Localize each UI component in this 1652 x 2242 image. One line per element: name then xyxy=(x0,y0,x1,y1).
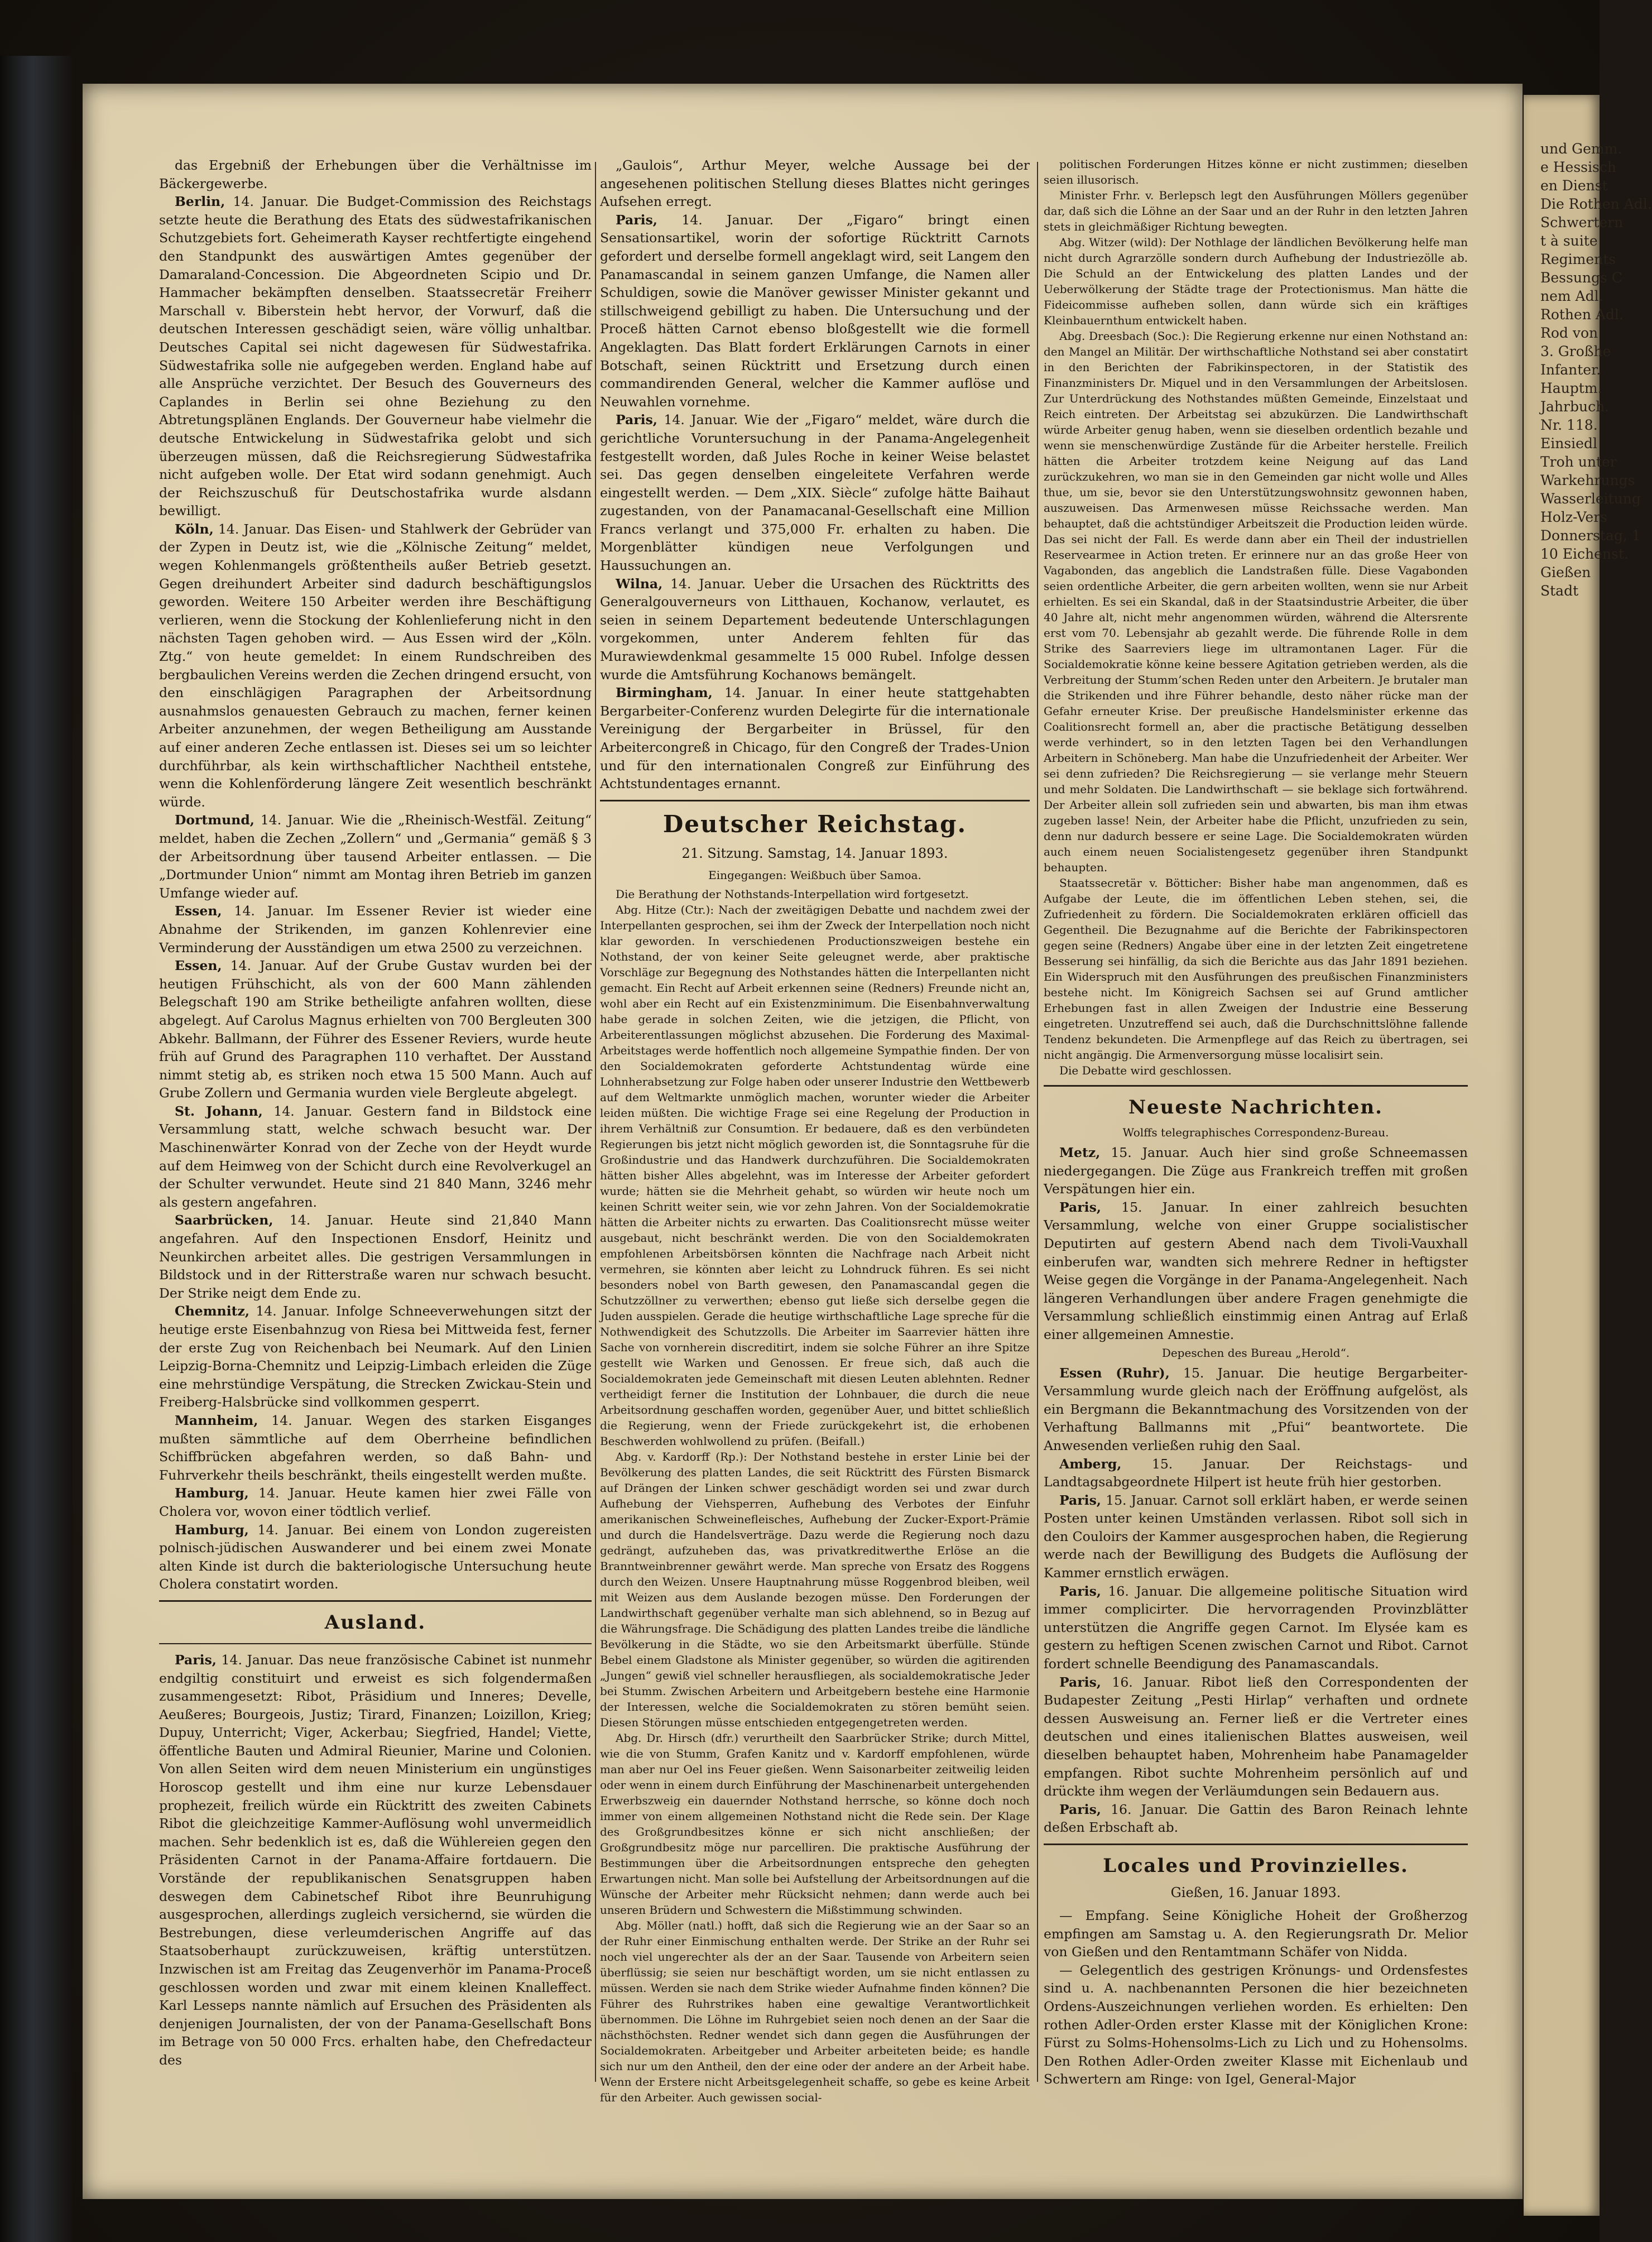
article-text: 14. Januar. Das neue französische Cabinet ist nunmehr endgiltig constituirt und erweist es sich folgendermaßen zusammengesetzt: Ribot, Präsidium und Inneres; Develle, Aeußeres; Bourgeois, Justiz; Tirard, Finanzen; Loizillon, Krieg; Dupuy, Unterricht; Viger, Ackerbau; Siegfried, Handel; Viette, öffentliche Bauten und Admiral Rieunier, Marine und Colonien. Von allen Seiten wird dem neuen Ministerium ein ungünstiges Horoscop gestellt und ihm eine nur kurze Lebensdauer prophezeit, freilich würde ein Rücktritt des zweiten Cabinets Ribot die gleichzeitige Kammer-Auflösung wohl unvermeidlich machen. Sehr bedenklich ist es, daß die Wühlereien gegen den Präsidenten Carnot in der Panama-Affaire fortdauern. Die Vorstände der republikanischen Senatsgruppen haben deswegen dem Cabinetschef Ribot ihre Beunruhigung ausgesprochen, allerdings zugleich versichernd, sie würden die Bestrebungen, diese verleumderischen Angriffe auf das Staatsoberhaupt zurückzuweisen, kräftig unterstützen. Inzwischen ist am Freitag das Zeugenverhör im Panama-Proceß geschlossen worden und zwar mit einem kleinen Knalleffect. Karl Lesseps nannte nämlich auf Ersuchen des Präsidenten als denjenigen Journalisten, der von der Panama-Gesellschaft Bons im Betrage von 50 000 Frcs. erhalten habe, den Chefredacteur des xyxy=(159,1652,592,2068)
column-rule xyxy=(595,162,596,2082)
eingegangen-line: Eingegangen: Weißbuch über Samoa. xyxy=(708,868,921,882)
next-page-fragment: nem Adl. xyxy=(1540,288,1603,304)
article-paragraph xyxy=(1044,188,1468,234)
article-paragraph xyxy=(1044,1582,1468,1673)
article-paragraph xyxy=(1044,1673,1468,1801)
article-text: 16. Januar. Ribot ließ den Correspondenten der Budapester Zeitung „Pesti Hirlap“ verhaften und ordnete dessen Ausweisung an. Ferner ließ er die Vertreter eines deutschen und eines italienischen Blattes ausweisen, weil dieselben behauptet haben, Mohrenheim habe Panamagelder empfangen. Ribot suchte Mohrenheim persönlich auf und drückte ihm wegen der Verläumdungen sein Bedauern aus. xyxy=(1044,1674,1468,1799)
article-text: 14. Januar. Wie der „Figaro“ meldet, wäre durch die gerichtliche Voruntersuchung in der Panama-Angelegenheit festgestellt worden, daß Jules Roche in keiner Weise belastet sei. Das gegen denselben eingeleitete Verfahren werde eingestellt werden. — Dem „XIX. Siècle“ zufolge hätte Baihaut zugestanden, von der Panamacanal-Gesellschaft eine Million Francs verlangt und 375,000 Fr. erhalten zu haben. Die Morgenblätter kündigen neue Verfolgungen und Haussuchungen an. xyxy=(600,412,1030,574)
sitting-line: 21. Sitzung. Samstag, 14. Januar 1893. xyxy=(681,845,948,861)
article-text: 15. Januar. Auch hier sind große Schneemassen niedergegangen. Die Züge aus Frankreich treffen mit großen Verspätungen hier ein. xyxy=(1044,1145,1468,1197)
article-text: 14. Januar. Wie die „Rheinisch-Westfäl. Zeitung“ meldet, haben die Zechen „Zollern“ und „Germania“ gemäß § 3 der Arbeitsordnung über tausend Arbeiter entlassen. — Die „Dortmunder Union“ nimmt am Montag ihren Betrieb im ganzen Umfange wieder auf. xyxy=(159,812,592,901)
column-rule xyxy=(1037,162,1038,2082)
dateline-place: Essen (Ruhr), xyxy=(1059,1365,1170,1381)
article-text: Abg. Möller (natl.) hofft, daß sich die Regierung wie an der Saar so an der Ruhr einer Einmischung enthalten werde. Der Strike an der Ruhr sei noch viel ungerechter als der an der Saar. Tausende von Arbeitern seien überflüssig; sie seien nur beschäftigt worden, um sie nicht entlassen zu müssen. Werden sie nach dem Strike wieder Aufnahme finden können? Die Führer des Ruhrstrikes haben eine gewaltige Verantwortlichkeit übernommen. Die Löhne im Ruhrgebiet seien noch denen an der Saar die nächsthöchsten. Redner wendet sich dann gegen die Ausführungen der Socialdemokraten. Arbeitgeber und Arbeiter arbeiteten beide; es handle sich nur um den Antheil, den der eine oder der andere an der Arbeit habe. Wenn der Erstere nicht Arbeitsgelegenheit schaffe, so gebe es keine Arbeit für den Arbeiter. Auch gewissen social- xyxy=(600,1918,1030,2104)
article-text: 14. Januar. Auf der Grube Gustav wurden bei der heutigen Frühschicht, als von der 600 Mann zählenden Belegschaft 190 am Strike betheiligte anfahren wollten, diese abgelegt. Auf Carolus Magnus erhielten von 700 Bergleuten 300 Abkehr. Ballmann, der Führer des Essener Reviers, wurde heute früh auf Grund des Paragraphen 110 verhaftet. Der Ausstand nimmt stetig ab, es striken noch etwa 15 500 Mann. Auch auf Grube Zollern und Germania wurden viele Bergleute abgelegt. xyxy=(159,958,592,1101)
article-paragraph xyxy=(159,520,592,812)
dateline-place: Essen, xyxy=(175,903,222,919)
article-text: 14. Januar. Heute sind 21,840 Mann angefahren. Auf den Inspectionen Ensdorf, Heinitz und Neunkirchen arbeitet alles. Die gestrigen Versammlungen in Bildstock und in der Ritterstraße waren nur schwach besucht. Der Strike neigt dem Ende zu. xyxy=(159,1212,592,1301)
herold-articles xyxy=(1044,1364,1468,1837)
article-text: „Gaulois“, Arthur Meyer, welche Aussage bei der angesehenen politischen Stellung dieses Blattes nicht geringes Aufsehen erregt. xyxy=(600,157,1030,210)
article-paragraph xyxy=(1044,1364,1468,1455)
next-page-fragment: Rothen Adl. xyxy=(1540,306,1624,323)
article-paragraph xyxy=(600,211,1030,411)
article-paragraph xyxy=(1044,1907,1468,1961)
dateline-place: Dortmund, xyxy=(175,812,254,828)
section-rule xyxy=(159,1643,592,1644)
article-paragraph xyxy=(1044,1063,1468,1078)
next-page-fragment: Bessungs C xyxy=(1540,270,1622,286)
dateline-place: Köln, xyxy=(175,521,214,537)
section-heading-locales: Locales und Provinzielles. xyxy=(1103,1854,1409,1877)
dateline-place: Paris, xyxy=(1059,1801,1101,1817)
next-page-fragment: Rod von xyxy=(1540,325,1598,341)
next-page-fragment: Troh unter xyxy=(1540,454,1617,470)
article-paragraph xyxy=(159,1302,592,1412)
next-page-fragment: Stadt xyxy=(1540,583,1579,599)
column-1 xyxy=(159,156,592,2087)
article-text: 14. Januar. Heute kamen hier zwei Fälle von Cholera vor, wovon einer tödtlich verlief. xyxy=(159,1485,592,1519)
dateline-place: Paris, xyxy=(1059,1583,1101,1599)
dateline-place: Mannheim, xyxy=(175,1412,258,1428)
ausland-articles xyxy=(159,1651,592,2070)
dateline-place: Metz, xyxy=(1059,1145,1101,1160)
next-page-fragment: Gießen xyxy=(1540,564,1591,580)
article-paragraph xyxy=(1044,234,1468,328)
article-text: 14. Januar. Ueber die Ursachen des Rücktritts des Generalgouverneurs von Litthauen, Kochanow, verlautet, es seien in seinem Departement bedeutende Unterschlagungen vorgekommen, unter Anderem fehlten für das Murawiewdenkmal gesammelte 15 000 Rubel. Infolge dessen wurde die Amtsführung Kochanows bemängelt. xyxy=(600,575,1030,683)
article-paragraph xyxy=(159,902,592,957)
next-page-fragment: Holz-Vers xyxy=(1540,509,1607,525)
article-text: 14. Januar. Bei einem von London zugereisten polnisch-jüdischen Auswanderer und bei einem zwei Monate alten Kinde ist durch die bakteriologische Untersuchung heute Cholera constatirt worden. xyxy=(159,1521,592,1592)
article-text: Minister Frhr. v. Berlepsch legt den Ausführungen Möllers gegenüber dar, daß sich die Löhne an der Saar und an der Ruhr in den letzten Jahren stets in gleichmäßiger Richtung bewegten. xyxy=(1044,189,1468,233)
article-paragraph xyxy=(159,957,592,1102)
column-3-speeches xyxy=(1044,156,1468,1078)
dateline-place: Saarbrücken, xyxy=(175,1212,273,1228)
next-page-fragment: Infanter. xyxy=(1540,362,1601,378)
article-text: Abg. Hitze (Ctr.): Nach der zweitägigen Debatte und nachdem zwei der Interpellanten gesprochen, sei ihm der Zweck der Interpellation noch nicht klar geworden. In verschiedenen Productionszweigen bestehe ein Nothstand, der von keiner Seite geleugnet werde, aber praktische Vorschläge zur Begegnung des Nothstandes hätten die Interpellanten nicht gemacht. Ein Recht auf Arbeit erkennen seine (Redners) Freunde nicht an, wohl aber ein Recht auf ein Existenzminimum. Die Eisenbahnverwaltung habe gerade in solchen Zeiten, wie die jetzigen, die Pflicht, von Arbeiterentlassungen möglichst abzusehen. Die Forderung des Maximal-Arbeitstages werde hoffentlich noch allgemeine Sympathie finden. Der von den Socialdemokraten geforderte Achtstundentag würde eine Lohnherabsetzung zur Folge haben oder unserer Industrie den Wettbewerb auf dem Weltmarkte unmöglich machen, worunter wieder die Arbeiter leiden müßten. Die wichtige Frage sei eine Regelung der Production in ihrem Verhältniß zur Consumtion. Er bedauere, daß es den verbündeten Regierungen bis jetzt nicht möglich geworden ist, die Sonntagsruhe für die Großindustrie und das Handwerk durchzuführen. Die Socialdemokraten hätten bisher Alles abgelehnt, was im Interesse der Arbeiter gefordert wurde; hätten sie die Mehrheit gehabt, so würden wir heute noch um keinen Schritt weiter sein, wie vor zehn Jahren. Von der Socialdemokratie hätten die Arbeiter nichts zu erwarten. Das Coalitionsrecht müsse weiter ausgebaut, nicht beschränkt werden. Die von den Socialdemokraten empfohlenen Arbeitsbörsen könnten die Nachfrage nach Arbeit nicht vermehren, sie könnten aber leicht zu Lohndruck führen. Es sei nicht besonders nobel von Barth gewesen, den Panamascandal gegen die Schutzzöllner zu verwerthen; ebenso gut ließe sich derselbe gegen die Juden ausspielen. Gerade die heutige wirthschaftliche Lage spreche für die Nothwendigkeit des Schutzzolls. Die Arbeiter im Saarrevier hätten ihre Sache von vornherein discreditirt, indem sie solche Führer an ihre Spitze gestellt wie Warken und Genossen. Er freue sich, daß auch die Socialdemokraten jede Gemeinschaft mit diesen Leuten ablehnten. Redner vertheidigt ferner die Institution der Lohnbauer, die durch die neue Arbeitsordnung geschaffen worden, gegenüber Auer, und bittet schließlich die Regierung, wenn der Friede zurückgekehrt ist, die erhobenen Beschwerden wohlwollend zu prüfen. (Beifall.) xyxy=(600,902,1030,1448)
article-text: 14. Januar. Die Budget-Commission des Reichstags setzte heute die Berathung des Etats des südwestafrikanischen Schutzgebiets fort. Geheimerath Kayser rechtfertigte eingehend den Standpunkt des auswärtigen Amtes gegenüber der Damaraland-Concession. Die Abgeordneten Scipio und Dr. Hammacher bekämpften denselben. Staatssecretär Freiherr Marschall v. Biberstein hebt hervor, der Vorwurf, daß die deutschen Interessen geschädigt seien, wäre völlig unhaltbar. Deutsches Capital sei nicht dagewesen für Südwestafrika. Südwestafrika solle nie aufgegeben werden. England habe auf alle Ansprüche verzichtet. Der Besuch des Gouverneurs des Caplandes in Berlin sei ohne Beziehung zu den Abtretungsplänen Englands. Der Gouverneur habe vielmehr die deutsche Entwickelung in Südwestafrika gelobt und sich überzeugen müssen, daß die Reichsregierung Südwestafrika nicht aufgeben wolle. Der Etat wird sodann genehmigt. Auch der Reichszuschuß für Deutschostafrika wurde alsdann bewilligt. xyxy=(159,194,592,519)
article-text: 16. Januar. Die allgemeine politische Situation wird immer complicirter. Die hervorragenden Provinzblätter unterstützen die Angriffe gegen Carnot. Im Elysée kam es gestern zu heftigen Scenen zwischen Carnot und Ribot. Carnot fordert schnelle Beendigung des Panamascandals. xyxy=(1044,1583,1468,1672)
section-heading-reichstag: Deutscher Reichstag. xyxy=(662,810,967,838)
dateline-place: Paris, xyxy=(175,1652,217,1668)
article-paragraph xyxy=(159,1211,592,1302)
column-1-articles xyxy=(159,156,592,1593)
article-paragraph xyxy=(1044,328,1468,875)
locales-articles xyxy=(1044,1907,1468,2089)
dateline-place: Hamburg, xyxy=(175,1485,249,1501)
article-text: das Ergebniß der Erhebungen über die Verhältnisse im Bäckergewerbe. xyxy=(159,157,592,191)
next-page-fragment: Wasserleitung xyxy=(1540,491,1641,507)
article-paragraph xyxy=(600,1449,1030,1730)
article-paragraph xyxy=(159,1412,592,1484)
next-page-fragment: Nr. 118. xyxy=(1540,417,1598,433)
article-paragraph xyxy=(1044,1455,1468,1491)
next-page-fragment: Warkehrungs xyxy=(1540,472,1635,488)
wolff-bureau-line: Wolffs telegraphisches Correspondenz-Bureau. xyxy=(1122,1126,1389,1139)
article-text: Staatssecretär v. Bötticher: Bisher habe man angenommen, daß es Aufgabe der Leute, die im öffentlichen Leben stehen, sei, die Zufriedenheit zu fördern. Die Socialdemokraten erklären officiell das Gegentheil. Die Bezugnahme auf die Berichte der Fabrikinspectoren gegen seine (Redners) Angabe über eine in der letzten Zeit eingetretene Besserung sei hinfällig, da sich die Berichte aus das Jahr 1891 beziehen. Ein Widerspruch mit den Ausführungen des preußischen Finanzministers bestehe nicht. Im Königreich Sachsen sei auf Grund amtlicher Erhebungen fast in allen Zweigen der Industrie eine Besserung eingetreten. Unzutreffend sei auch, daß die Durchschnittslöhne fallende Tendenz bekundeten. Die Armenpflege auf das Reich zu übertragen, sei nicht angängig. Die Armenversorgung müsse localisirt sein. xyxy=(1044,876,1468,1062)
column-3 xyxy=(1044,156,1468,2087)
dateline-place: Paris, xyxy=(1059,1492,1101,1508)
book-spine xyxy=(0,56,73,2242)
next-page-fragment: 10 Eichenst. xyxy=(1540,546,1629,562)
article-paragraph xyxy=(1044,1801,1468,1837)
article-paragraph xyxy=(600,1730,1030,1918)
article-text: 14. Januar. Das Eisen- und Stahlwerk der Gebrüder van der Zypen in Deutz ist, wie die „Kölnische Zeitung“ meldet, wegen Kohlenmangels größtentheils außer Betrieb gesetzt. Gegen dreihundert Arbeiter sind dadurch beschäftigungslos geworden. Weitere 150 Arbeiter werden ihre Beschäftigung verlieren, wenn die Stockung der Kohlenlieferung nicht in den nächsten Tagen gehoben wird. — Aus Essen wird der „Köln. Ztg.“ von heute gemeldet: In einem Rundschreiben des bergbaulichen Vereins werden die Zechen dringend ersucht, von den einschlägigen Paragraphen der Arbeitsordnung ausnahmslos genauesten Gebrauch zu machen, ferner keinen Arbeiter anzunehmen, der wegen Betheiligung am Ausstande auf einer anderen Zeche entlassen ist. Dieses sei um so leichter durchführbar, als kein wirthschaftlicher Nachtheil entstehe, wenn die Kohlenförderung längere Zeit wesentlich beschränkt würde. xyxy=(159,521,592,810)
article-paragraph xyxy=(159,811,592,902)
section-rule xyxy=(1044,1085,1468,1087)
locales-dateline: Gießen, 16. Januar 1893. xyxy=(1170,1884,1341,1900)
article-text: — Empfang. Seine Königliche Hoheit der Großherzog empfingen am Samstag u. A. den Regierungsrath Dr. Melior von Gießen und den Rentamtmann Schäfer von Nidda. xyxy=(1044,1907,1468,1960)
dateline-place: Paris, xyxy=(616,412,657,428)
article-paragraph xyxy=(159,1484,592,1520)
article-paragraph xyxy=(159,1651,592,2070)
next-page-fragment: en Dienst xyxy=(1540,177,1608,194)
article-text: Die Debatte wird geschlossen. xyxy=(1059,1064,1232,1077)
dateline-place: Wilna, xyxy=(616,575,663,592)
next-page-fragment: Schwertern xyxy=(1540,214,1624,231)
dateline-place: St. Johann, xyxy=(175,1103,263,1119)
article-text: 15. Januar. In einer zahlreich besuchten Versammlung, welche von einer Gruppe socialistischer Deputirten auf gestern Abend nach dem Tivoli-Vauxhall einberufen war, wandten sich mehrere Redner in heftigster Weise gegen die Vorgänge in der Panama-Angelegenheit. Nach längeren Verhandlungen über andere Fragen genehmigte die Versammlung schließlich einstimmig einen Antrag auf Erlaß einer allgemeinen Amnestie. xyxy=(1044,1199,1468,1342)
article-paragraph xyxy=(159,193,592,520)
section-rule xyxy=(1044,1843,1468,1845)
article-paragraph xyxy=(600,575,1030,684)
dateline-place: Paris, xyxy=(1059,1674,1101,1690)
next-page-fragments xyxy=(1540,140,1652,600)
next-page-fragment: t à suite xyxy=(1540,233,1598,249)
article-paragraph xyxy=(600,411,1030,574)
dateline-place: Paris, xyxy=(616,212,657,228)
reichstag-intro: Die Berathung der Nothstands-Interpellation wird fortgesetzt. xyxy=(616,887,969,901)
article-text: 15. Januar. Der Reichstags- und Landtagsabgeordnete Hilpert ist heute früh hier gestorben. xyxy=(1044,1456,1468,1490)
dateline-place: Amberg, xyxy=(1059,1456,1122,1472)
column-2-articles xyxy=(600,156,1030,793)
next-page-fragment: Die Rothen Adl. xyxy=(1540,196,1652,212)
article-text: politischen Forderungen Hitzes könne er nicht zustimmen; dieselben seien illusorisch. xyxy=(1044,157,1468,186)
article-paragraph xyxy=(1044,875,1468,1063)
article-paragraph xyxy=(1044,1144,1468,1198)
next-page-fragment: und Gemm. xyxy=(1540,141,1622,157)
article-text: 14. Januar. Im Essener Revier ist wieder eine Abnahme der Strikenden, im ganzen Kohlenrevier eine Verminderung der Ausständigen um etwa 2500 zu verzeichnen. xyxy=(159,903,592,956)
section-rule xyxy=(159,1600,592,1602)
nachrichten-articles xyxy=(1044,1144,1468,1344)
article-paragraph xyxy=(159,1102,592,1212)
column-2 xyxy=(600,156,1030,2104)
reichstag-speeches xyxy=(600,902,1030,2105)
next-page-fragment: Donnerstag, 1 xyxy=(1540,527,1641,544)
article-text: 15. Januar. Carnot soll erklärt haben, er werde seinen Posten unter keinen Umständen verlassen. Ribot soll sich in den Couloirs der Kammer ausgesprochen haben, die Regierung werde nach der Bewilligung des Budgets die Auflösung der Kammer ernstlich erwägen. xyxy=(1044,1492,1468,1581)
article-text: Abg. v. Kardorff (Rp.): Der Nothstand bestehe in erster Linie bei der Bevölkerung des platten Landes, die seit Rücktritt des Fürsten Bismarck auf Drängen der Linken schwer geschädigt worden sei und zwar durch Aufhebung der Viehsperren, Aufhebung des Verbotes der Einfuhr amerikanischen Schweinefleisches, Aufhebung der Zucker-Export-Prämie und durch die Handelsverträge. Dazu werde die Regierung noch dazu gedrängt, aufzuheben das, was privatkreditwerthe Erlöse an die Branntweinbrenner gewährt werde. Man spreche von Ersatz des Roggens durch den Weizen. Unsere Hauptnahrung müsse Roggenbrod bleiben, weil mit Weizen aus dem Auslande bezogen müsse. Den Forderungen der Landwirthschaft gegenüber verhalte man sich ablehnend, so in Bezug auf die Währungsfrage. Die Schädigung des platten Landes treibe die ländliche Bevölkerung in die Städte, wo sie den Arbeitsmarkt überfülle. Stünde Bebel einem Gladstone als Minister gegenüber, so würden die agitirenden „Jungen“ gewiß viel schneller herausfliegen, als socialdemokratische Jeder bei Stumm. Zwischen Arbeitern und Arbeitgebern bestehe eine Harmonie der Interessen, welche die Socialdemokraten zu stören bemüht seien. Diesen Störungen müsse entschieden entgegengetreten werden. xyxy=(600,1449,1030,1729)
article-text: 15. Januar. Die heutige Bergarbeiter-Versammlung wurde gleich nach der Eröffnung aufgelöst, als ein Bergmann die Bekanntmachung des Vorsitzenden von der Verhaftung Ballmanns mit „Pfui“ beantwortete. Die Anwesenden verließen ruhig den Saal. xyxy=(1044,1365,1468,1453)
next-page-fragment: 3. Großhe xyxy=(1540,343,1611,359)
next-page-fragment: e Hessisch xyxy=(1540,159,1616,175)
article-paragraph xyxy=(600,684,1030,793)
article-paragraph xyxy=(1044,1198,1468,1344)
article-text: Abg. Dr. Hirsch (dfr.) verurtheilt den Saarbrücker Strike; durch Mittel, wie die von Stumm, Grafen Kanitz und v. Kardorff empfohlenen, würde man aber nur Oel ins Feuer gießen. Wenn Saisonarbeiter zeitweilig leiden oder wenn in einem durch Einführung der Maschinenarbeit untergehenden Erwerbszweig ein dauernder Nothstand herrsche, so könne doch noch immer von einem allgemeinen Nothstand nicht die Rede sein. Der Klage des Großgrundbesitzes könne er sich nicht anschließen; der Großgrundbesitz möge nur parcelliren. Die praktische Ausführung der Bestimmungen über die Arbeitsordnungen entspreche den gehegten Erwartungen nicht. Man solle bei Aufstellung der Arbeitsordnungen auf die Wünsche der Arbeiter mehr Rücksicht nehmen; dann werde auch bei unseren Brüdern und Schwestern die Mißstimmung schwinden. xyxy=(600,1731,1030,1917)
article-paragraph xyxy=(600,156,1030,211)
article-text: 14. Januar. Der „Figaro“ bringt einen Sensationsartikel, worin der sofortige Rücktritt Carnots gefordert und derselbe formell angeklagt wird, seit Langem den Panamascandal in seinem ganzen Umfange, die Namen aller Schuldigen, sowie die Manöver gewisser Minister gekannt und stillschweigend gebilligt zu haben. Die Untersuchung und der Proceß hätten Carnot ebenso bloßgestellt wie die formell Angeklagten. Das Blatt fordert Erklärungen Carnots in einer Botschaft, seinen Rücktritt und Ersetzung durch einen commandirenden General, welcher die Kammer auflöse und Neuwahlen vornehme. xyxy=(600,212,1030,410)
article-text: Abg. Dreesbach (Soc.): Die Regierung erkenne nur einen Nothstand an: den Mangel an Militär. Der wirthschaftliche Nothstand sei aber constatirt in den Berichten der Fabrikinspectoren, in der Statistik des Finanzministers Dr. Miquel und in den Versammlungen der Arbeitslosen. Zur Unterdrückung des Nothstandes müßten Gemeinde, Einzelstaat und Reich eintreten. Der Arbeitstag sei abzukürzen. Die Landwirthschaft würde Arbeiter genug haben, wenn sie dieselben ordentlich bezahle und wenn sie menschenwürdige Zustände für die Arbeiter herstelle. Freilich hätten die Arbeiter trotzdem keine Neigung auf das Land zurückzukehren, wo man sie in den Gemeinden gar nicht wolle und Alles thue, um sie, bevor sie den Unterstützungswohnsitz gewonnen haben, auszuweisen. Das Armenwesen müsse Reichssache werden. Man behauptet, daß die achtstündiger Arbeitszeit die Production leiden würde. Das sei nicht der Fall. Es werde dann aber ein Theil der industriellen Reservearmee in Action treten. Er erinnere nur an das große Heer von Vagabonden, das angeblich die Landstraßen fülle. Diese Vagabonden seien ordentliche Arbeiter, die gern arbeiten wollten, wenn sie nur Arbeit erhielten. Es sei ein Skandal, daß in der Staatsindustrie Arbeiter, die über 40 Jahre alt, nicht mehr angenommen würden, während die Altersrente erst vom 70. Lebensjahr ab gezahlt werde. Die führende Rolle in dem Strike des Saarreviers liege im ultramontanen Lager. Für die Socialdemokratie könne keine bessere Agitation getrieben werden, als die Verbreitung der Stumm’schen Reden unter den Arbeitern. Je brutaler man die Strikenden und ihre Führer behandle, desto näher rücke man der Gefahr erneuter Krise. Der preußische Handelsminister erkenne das Coalitionsrecht formell an, aber die practische Betätigung desselben werde verhindert, so in den letzten Tagen bei den Verhandlungen Arbeitern in Schöneberg. Man habe die Unzufriedenheit der Arbeiter. Wer sei denn zufrieden? Die Reichsregierung — sie verlange mehr Steuern und mehr Soldaten. Die Landwirthschaft — sie beklage sich fortwährend. Der Arbeiter allein soll zufrieden sein und abwarten, bis man ihm etwas zugeben lasse! Nein, der Arbeiter habe die Pflicht, unzufrieden zu sein, denn nur dadurch bessere er seine Lage. Die Socialdemokraten würden auch einem neuen Socialistengesetz gegenüber ihren Standpunkt behaupten. xyxy=(1044,329,1468,874)
article-text: 14. Januar. In einer heute stattgehabten Bergarbeiter-Conferenz wurden Delegirte für die internationale Vereinigung der Bergarbeiter in Brüssel, für den Arbeitercongreß in Chicago, für den Congreß der Trades-Union und für den internationalen Congreß zur Einführung des Achtstundentages ernannt. xyxy=(600,685,1030,792)
article-paragraph xyxy=(600,902,1030,1449)
herold-bureau-line: Depeschen des Bureau „Herold“. xyxy=(1161,1346,1350,1360)
dateline-place: Birmingham, xyxy=(616,685,713,701)
section-heading-nachrichten: Neueste Nachrichten. xyxy=(1128,1096,1384,1118)
article-paragraph xyxy=(1044,156,1468,188)
article-text: — Gelegentlich des gestrigen Krönungs- und Ordensfestes sind u. A. nachbenannten Personen die hier bezeichneten Ordens-Auszeichnungen verliehen worden. Es erhielten: Den rothen Adler-Orden erster Klasse mit der Königlichen Krone: Fürst zu Solms-Hohensolms-Lich zu Lich und zu Hohensolms. Den Rothen Adler-Orden zweiter Klasse mit Eichenlaub und Schwertern am Ringe: von Igel, General-Major xyxy=(1044,1962,1468,2087)
section-heading-ausland: Ausland. xyxy=(324,1611,426,1634)
article-text: 14. Januar. Infolge Schneeverwehungen sitzt der heutige erste Eisenbahnzug von Riesa bei Mittweida fest, ferner der erste Zug von Reichenbach bei Neumark. Auf den Linien Leipzig-Borna-Chemnitz und Leipzig-Limbach erleiden die Züge eine mehrstündige Verspätung, die Strecken Zwickau-Stein und Freiberg-Halsbrücke sind vollkommen gesperrt. xyxy=(159,1303,592,1410)
next-page-fragment: Einsiedl xyxy=(1540,435,1597,452)
article-text: 14. Januar. Wegen des starken Eisganges mußten sämmtliche auf dem Oberrheine befindlichen Schiffbrücken abgefahren werden, so daß Bahn- und Fuhrverkehr theils beschränkt, theils eingestellt werden mußte. xyxy=(159,1412,592,1483)
article-text: Abg. Witzer (wild): Der Nothlage der ländlichen Bevölkerung helfe man nicht durch Agrarzölle sondern durch Aufhebung der Industriezölle ab. Die Schuld an der Entwickelung des platten Landes und der Ueberwölkerung der Städte trage der Protectionismus. Man hätte die Fideicommisse aufheben sollen, dann würde sich ein kräftiges Kleinbauernthum entwickelt haben. xyxy=(1044,236,1468,327)
dateline-place: Berlin, xyxy=(175,194,225,210)
dateline-place: Hamburg, xyxy=(175,1521,249,1538)
article-text: 16. Januar. Die Gattin des Baron Reinach lehnte deßen Erbschaft ab. xyxy=(1044,1801,1468,1836)
article-paragraph xyxy=(159,1521,592,1593)
article-paragraph xyxy=(1044,1961,1468,2089)
next-page-fragment: Hauptm. xyxy=(1540,380,1602,396)
next-page-fragment: Jahrbuch. xyxy=(1540,399,1610,415)
section-rule xyxy=(600,800,1030,801)
article-text: 14. Januar. Gestern fand in Bildstock eine Versammlung statt, welche schwach besucht war. Der Maschinenwärter Konrad von der Zeche von der Heydt wurde auf dem Heimweg von der Schicht durch eine Revolverkugel an der Schulter verwundet. Heute sind 21 840 Mann, 3246 mehr als gestern angefahren. xyxy=(159,1103,592,1210)
next-page-fragment: Regiments xyxy=(1540,251,1616,267)
next-page-edge xyxy=(1524,95,1652,2216)
article-paragraph xyxy=(159,156,592,193)
dateline-place: Chemnitz, xyxy=(175,1303,250,1319)
article-paragraph xyxy=(1044,1491,1468,1582)
dateline-place: Paris, xyxy=(1059,1199,1101,1215)
dateline-place: Essen, xyxy=(175,958,222,974)
article-paragraph xyxy=(600,1918,1030,2105)
